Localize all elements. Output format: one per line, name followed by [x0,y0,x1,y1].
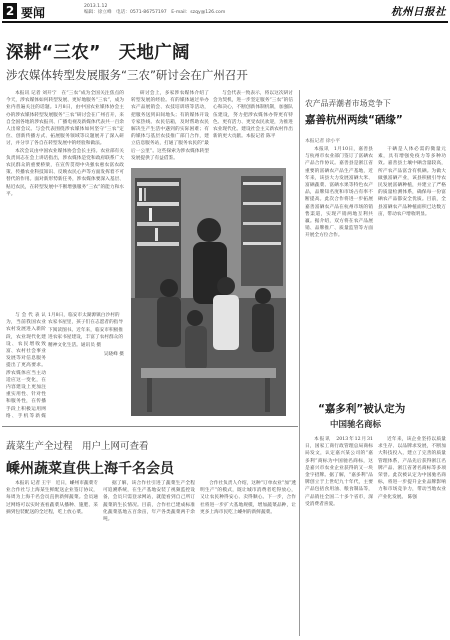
right-column-1 [305,146,373,394]
photo-reading-room [131,168,286,416]
article-paragraph: 据了解，该合作社引进了蔬菜生产全程可追溯系统，在生产基地安装了视频监控设备，会员只需登录网站，就能看到自己所订蔬菜的生长情况。目前，合作社已建成标准化蔬菜基地五百余亩，年产各类蔬菜两千余吨。 [103,481,195,523]
lead-headline: 深耕“三农” 天地广阔 [6,43,190,63]
second-column-3 [200,480,296,638]
lead-column-1b [6,312,46,420]
lead-column-1 [6,90,124,312]
issue-date: 2013.1.12 [84,4,108,9]
article-paragraph: 合作社负责人介绍，这种“订单农业”加“透明生产”的模式，既让城市消费者吃得放心，又让农民种得安心、卖得顺心。下一步，合作社将进一步扩大基地规模，增加蔬菜品种，让更多上海市民吃上嵊州的新鲜蔬菜。 [200,481,296,515]
article-paragraph: 本次会议由中国农业媒体协会会长主持。农业部有关负责同志在会上讲话指出，涉农媒体是党和政府联系广大农民群众的重要桥梁，在宣传贯彻中央强农惠农富农政策、传播农业科技知识、反映农民心声等方面发挥着不可替代的作用。面对新形势新任务，涉农媒体要深入基层、贴近农民，在转型发展中不断增强服务“三农”的能力和水平。 [6,148,124,197]
page-header [2,2,448,22]
lead-subhead: 涉农媒体转型发展服务“三农”研讨会在广州召开 [6,68,248,82]
column-divider [299,90,300,636]
lead-column-3 [213,90,293,164]
article-paragraph: 与会代表一致表示，将以这次研讨会为契机，进一步坚定服务“三农”的信心和决心，不断创新体制机制，加强队伍建设，努力把涉农媒体办得更有特色、更有活力、更受农民欢迎，为推进农业现代化、建设社会主义新农村作出新的更大贡献。本报记者 陈平 [213,91,293,140]
second-headline: 嵊州蔬菜直供上海千名会员 [6,461,174,477]
page-number: 2 [3,3,17,19]
photo-caption [48,312,124,416]
caption-text: 1月8日，临安市太湖源镇白沙村的农家书屋里，孩子们在志愿者的指导下阅读图书。近年来，临安市积极推进农家书屋建设，丰富了农村群众的精神文化生活。通讯员 摄 [48,313,124,348]
article-paragraph: 干硒是人体必需的微量元素，具有增强免疫力等多种功效。嘉善县土壤中硒含量较高，所产农产品富含有机硒。为做大做强富硒产业，该县积极引导农民发展富硒种植，并建立了严格的质量检测体系，确保每一份富硒农产品都安全优质。目前，全县富硒农产品种植面积已达数万亩，带动农户增收明显。 [378,147,446,217]
second-kicker: 蔬菜生产全过程 用户上网可查看 [6,441,149,452]
editor-line: 编辑：徐立峰 电话：0571-86757197 E-mail：szqy@126.com [84,10,226,15]
article-paragraph: 与会代表认为，当前我国农业农村发展进入新阶段，农业现代化建设、农民增收致富、农村社会事业发展等对信息服务提出了更高要求。涉农媒体应当主动适应这一变化，在内容建设上更加注重实用性、针对性和服务性，在传播手段上积极运用网络、手机等新媒 [6,313,46,419]
article-paragraph: 本报讯 记者 刘开宁 在“三农”成为全国关注焦点的今天，涉农媒体如何转型发展、更好地服务“三农”，成为业内普遍关注的话题。1月8日，由中国农业媒体协会主办的涉农媒体转型发展服务“三农”研讨会在广州召开，来自全国各地的涉农报刊、广播电视及新媒体代表共一百余人出席会议。与会代表围绕涉农媒体如何坚守“三农”定位、创新传播方式、拓展服务领域等议题展开了深入研讨，并分享了各自在转型发展中的经验和做法。 [6,91,124,147]
section-title: 要闻 [21,6,46,20]
right2-column-1 [305,436,373,638]
news-photo [131,168,286,416]
lead-column-2 [131,90,209,164]
newspaper-masthead: 杭州日报社 [391,6,446,18]
header-rule [2,21,448,23]
right-byline: 本报记者 徐小平 [305,139,341,144]
right2-column-2 [378,436,446,638]
article-paragraph: 本报讯 记者 王宇 近日，嵊州市蔬菜专业合作社与上海某生鲜配送企业签订协议，每周为上海千名会员直供新鲜蔬菜。会员通过网络可以实时查看蔬菜从播种、施肥、采摘到包装配送的全过程，吃上放心菜。 [6,481,98,515]
article-paragraph: 近年来，该企业坚持以质量求生存、以品牌求发展，不断加大科技投入，建立了完善的质量管理体系，产品先后获得浙江名牌产品、浙江省著名商标等多项荣誉。此次被认定为中国驰名商标，将进一步提升企业品牌影响力和市场竞争力，带动当地农业产业化发展。 陈强 [378,437,446,500]
article-paragraph: 研讨会上，多家涉农媒体介绍了转型发展的经验。有的媒体通过举办农产品展销会、农技培训班等活动，把服务送到田间地头；有的媒体开设专家热线、农民信箱，及时帮助农民解决生产生活中遇到的实际困难；有的媒体与基层农技推广部门合作，建立信息服务站，打通了服务农民的“最后一公里”。这些探索为涉农媒体转型发展提供了有益借鉴。 [131,91,209,161]
right-kicker: 农产品弄潮者市场竞争下 [305,99,391,108]
header-meta [84,4,225,16]
section-divider [2,426,298,427]
photo-credit: 吴晓峰 摄 [103,352,124,358]
right2-headline: “嘉多利”被认定为 [318,403,406,415]
second-column-1 [6,480,98,638]
second-column-2 [103,480,195,638]
right-headline: 嘉善杭州两续“硒缘” [305,114,403,126]
article-paragraph: 本报讯 2013年12月31日，国家工商行政管理总局商标局发文，认定嘉兴某公司的“嘉多利”商标为中国驰名商标，这是嘉兴市农业企业获得的又一块金字招牌。据了解，“嘉多利”品牌创立于上世纪九十年代，主要产品包括食用油、粮食制品等，产品销往全国二十多个省市，深受消费者喜爱。 [305,437,373,507]
article-paragraph: 本报讯 1月10日，嘉善县与杭州市农业部门签订了富硒农产品合作协议。嘉善县是浙江省重要的富硒农产品生产基地，近年来，该县大力发展富硒大米、富硒蔬菜、富硒水果等特色农产品，品牌知名度和市场占有率不断提高。此次合作将进一步拓展嘉善富硒农产品在杭州市场的销售渠道，实现产销两地互利共赢。据介绍，双方将在农产品展销、品牌推广、质量监管等方面开展全方位合作。 [305,147,373,239]
right2-subhead: 中国驰名商标 [330,420,382,430]
right-column-2 [378,146,446,394]
